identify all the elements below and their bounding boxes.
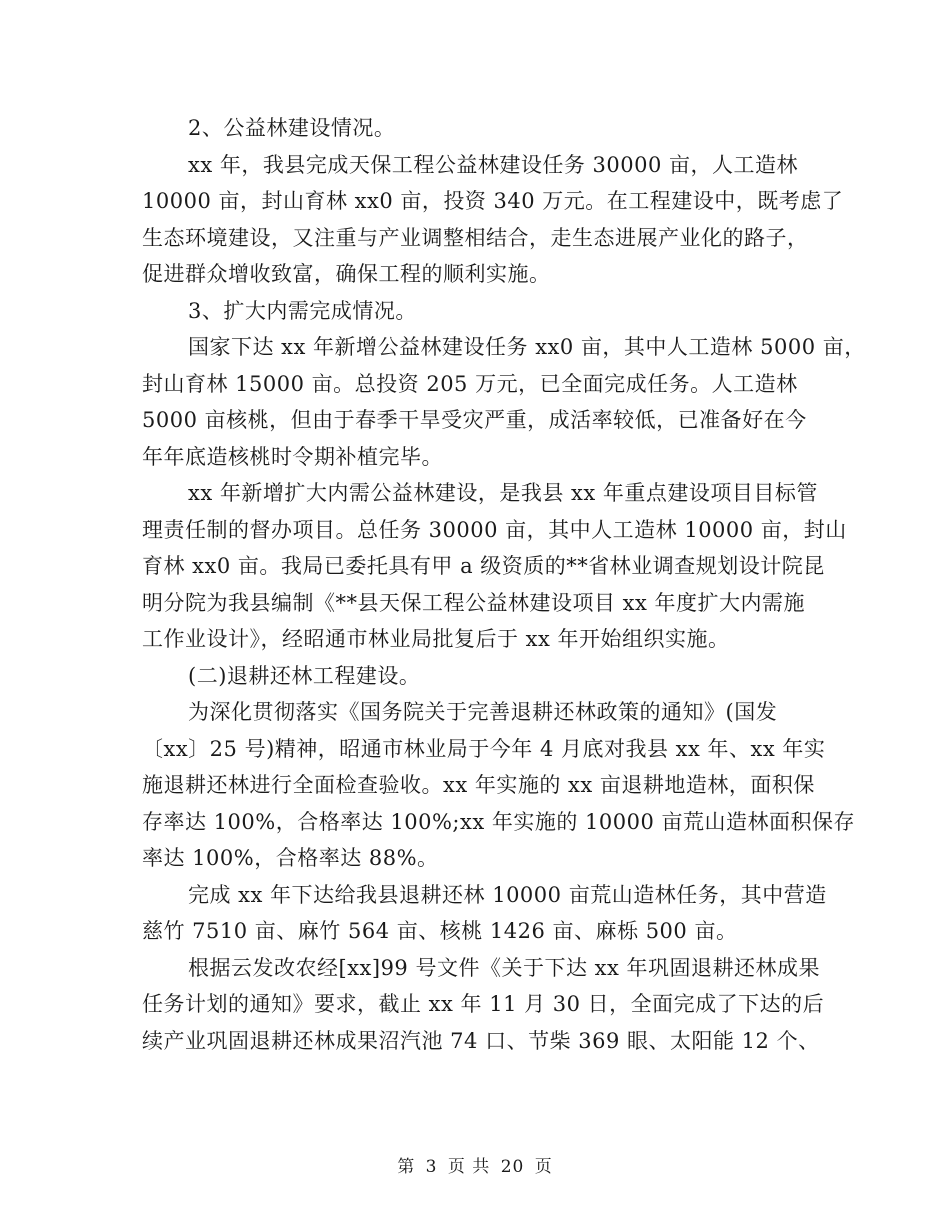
text-line: 10000 亩，封山育林 xx0 亩，投资 340 万元。在工程建设中，既考虑了	[142, 189, 844, 213]
text-line: 3、扩大内需完成情况。	[188, 298, 417, 323]
footer-prefix: 第	[397, 1157, 416, 1177]
footer-current-page: 3	[425, 1157, 438, 1177]
text-line: xx 年新增扩大内需公益林建设，是我县 xx 年重点建设项目目标管	[188, 481, 818, 505]
text-line: 施退耕还林进行全面检查验收。xx 年实施的 xx 亩退耕地造林，面积保	[142, 773, 815, 797]
text-line: 〔xx〕25 号)精神，昭通市林业局于今年 4 月底对我县 xx 年、xx 年实	[142, 736, 826, 761]
footer-total-pages: 20	[500, 1157, 525, 1177]
text-line: 促进群众增收致富，确保工程的顺利实施。	[142, 262, 551, 286]
text-line: 国家下达 xx 年新增公益林建设任务 xx0 亩，其中人工造林 5000 亩，	[188, 335, 866, 359]
footer-middle: 页 共	[447, 1157, 491, 1177]
text-line: 2、公益林建设情况。	[188, 116, 396, 140]
text-line: xx 年，我县完成天保工程公益林建设任务 30000 亩，人工造林	[188, 152, 799, 177]
text-line: 工作业设计》，经昭通市林业局批复后于 xx 年开始组织实施。	[142, 627, 730, 651]
text-line: 育林 xx0 亩。我局已委托具有甲 a 级资质的**省林业调查规划设计院昆	[142, 554, 825, 578]
text-line: (二)退耕还林工程建设。	[188, 663, 421, 688]
text-line: 慈竹 7510 亩、麻竹 564 亩、核桃 1426 亩、麻栎 500 亩。	[142, 919, 738, 943]
text-line: 存率达 100%，合格率达 100%;xx 年实施的 10000 亩荒山造林面积保存	[142, 809, 856, 834]
text-line: 率达 100%，合格率达 88%。	[142, 846, 439, 870]
text-line: 为深化贯彻落实《国务院关于完善退耕还林政策的通知》(国发	[188, 700, 778, 724]
text-line: 理责任制的督办项目。总任务 30000 亩，其中人工造林 10000 亩，封山	[142, 517, 847, 542]
text-line: 完成 xx 年下达给我县退耕还林 10000 亩荒山造林任务，其中营造	[188, 882, 827, 907]
page-footer	[0, 1152, 950, 1177]
text-line: 明分院为我县编制《**县天保工程公益林建设项目 xx 年度扩大内需施	[142, 590, 806, 615]
text-line: 生态环境建设，又注重与产业调整相结合，走生态进展产业化的路子，	[142, 225, 809, 250]
footer-suffix: 页	[534, 1157, 553, 1177]
document-body	[142, 110, 866, 1059]
text-line: 根据云发改农经[xx]99 号文件《关于下达 xx 年巩固退耕还林成果	[188, 955, 821, 980]
text-line: 续产业巩固退耕还林成果沼汽池 74 口、节柴 369 眼、太阳能 12 个、	[142, 1028, 820, 1053]
text-line: 封山育林 15000 亩。总投资 205 万元，已全面完成任务。人工造林	[142, 371, 798, 396]
text-line: 5000 亩核桃，但由于春季干旱受灾严重，成活率较低，已准备好在今	[142, 408, 807, 432]
text-line: 年年底造核桃时令期补植完毕。	[142, 444, 443, 469]
text-line: 任务计划的通知》要求，截止 xx 年 11 月 30 日，全面完成了下达的后	[142, 992, 825, 1016]
